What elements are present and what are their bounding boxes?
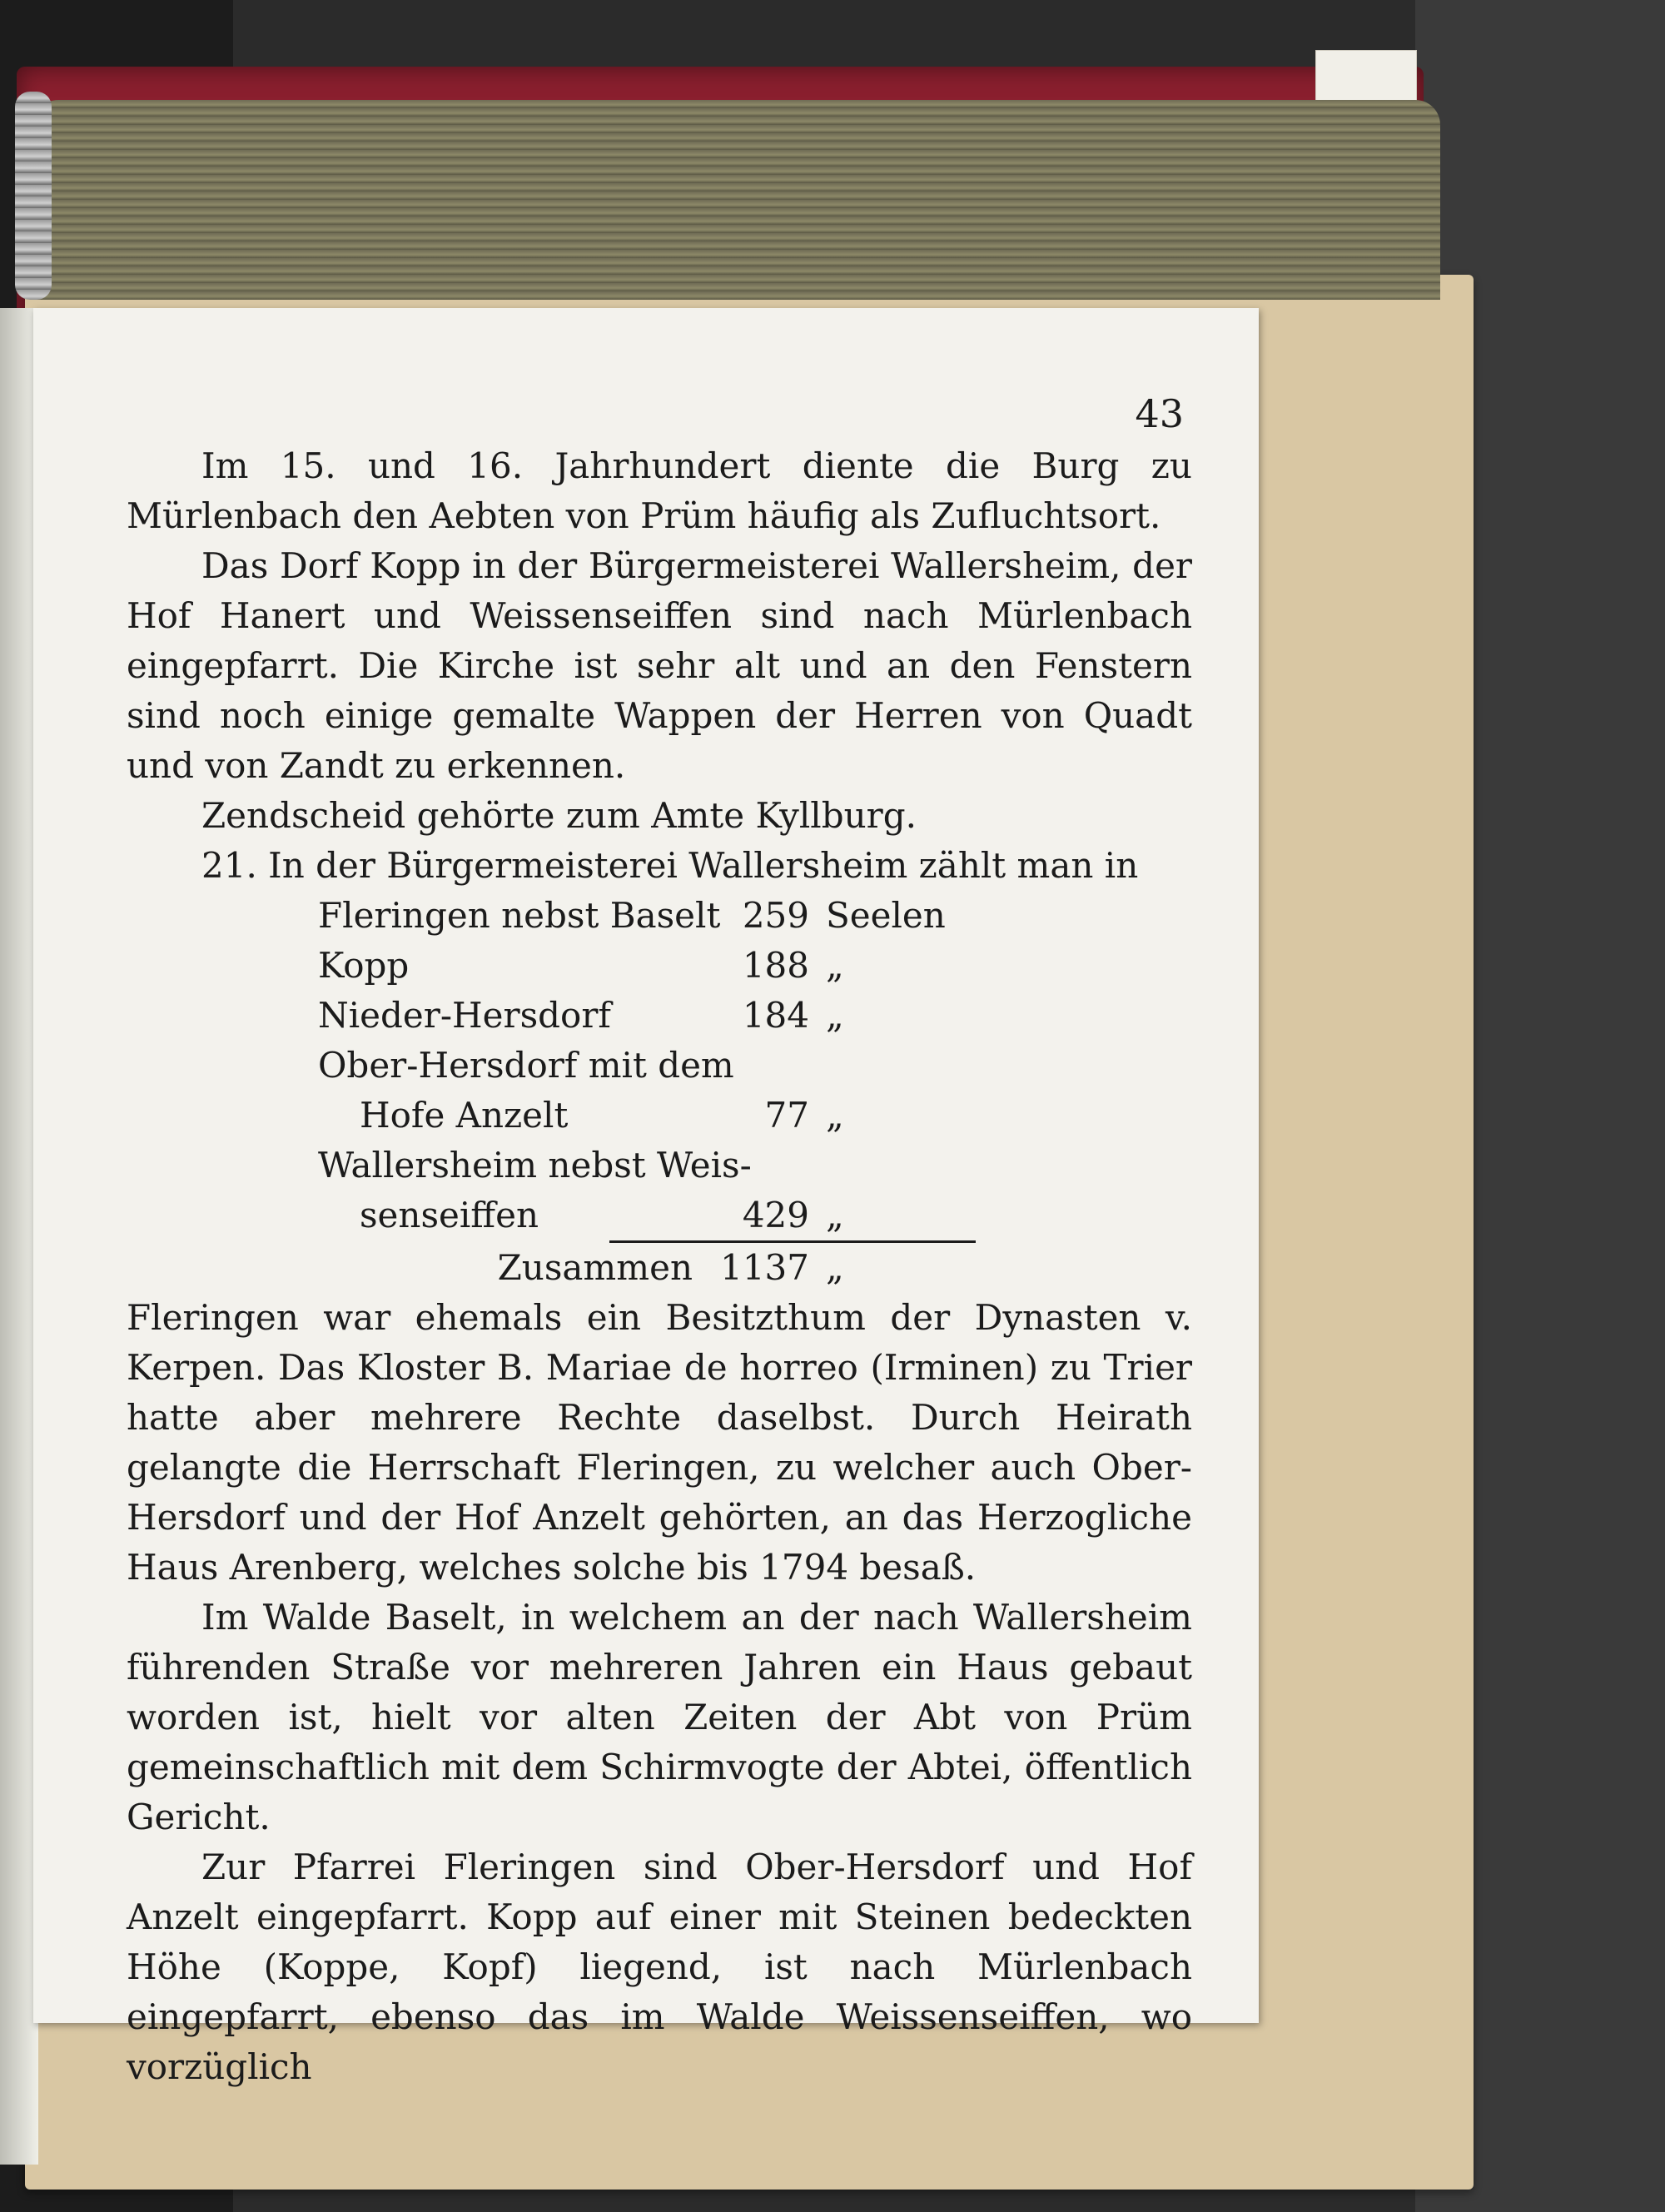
population-count: 259 (742, 895, 809, 936)
table-row (318, 991, 1001, 1041)
book-page (33, 308, 1259, 2087)
place-name: Kopp (318, 945, 410, 986)
unit-label: „ (826, 1095, 844, 1136)
page-edges (33, 100, 1440, 300)
population-table (318, 891, 1001, 1240)
paragraph: Zur Pfarrei Fleringen sind Ober-Hersdorf und Hof Anzelt eingepfarrt. Kopp auf einer mit Steinen bedeckten Höhe (Koppe, Kopf) liegend, ist nach Mürlenbach eingepfarrt, ebenso das im Walde Weissenseiffen, wo vorzüglich (127, 1847, 1192, 2087)
table-row (318, 891, 1001, 941)
population-total (318, 1243, 1001, 1293)
population-count: 429 (742, 1195, 809, 1235)
total-count: 1137 (720, 1247, 809, 1288)
place-name: Nieder-Hersdorf (318, 995, 611, 1036)
place-name: Fleringen nebst Baselt (318, 895, 721, 936)
unit-label: Seelen (826, 895, 946, 936)
total-row (318, 1243, 1001, 1293)
section-intro: 21. In der Bürgermeisterei Wallersheim zählt man in (201, 845, 1139, 886)
table-row (318, 1191, 1001, 1240)
paragraph: Fleringen war ehemals ein Besitzthum der Dynasten v. Kerpen. Das Kloster B. Mariae de horreo (Irminen) zu Trier hatte aber mehrere Rechte daselbst. Durch Heirath gelangte die Herrschaft Fleringen, zu welcher auch Ober-Hersdorf und der Hof Anzelt gehörten, an das Herzogliche Haus Arenberg, welches solche bis 1794 besaß. (127, 1297, 1192, 1588)
unit-label: „ (826, 945, 844, 986)
place-name: Wallersheim nebst Weis- (318, 1145, 752, 1186)
bookmark-cord (15, 92, 52, 300)
paragraph: Im 15. und 16. Jahrhundert diente die Burg zu Mürlenbach den Aebten von Prüm häufig als Zufluchtsort. (127, 445, 1192, 536)
unit-label: „ (826, 1247, 844, 1288)
paragraph: Im Walde Baselt, in welchem an der nach Wallersheim führenden Straße vor mehreren Jahren ein Haus gebaut worden ist, hielt vor alten Zeiten der Abt von Prüm gemeinschaftlich mit dem Schirmvogte der Abtei, öffentlich Gericht. (127, 1597, 1192, 1837)
population-count: 184 (742, 995, 809, 1036)
place-name: Hofe Anzelt (360, 1095, 569, 1136)
place-name: Ober-Hersdorf mit dem (318, 1045, 734, 1086)
page-number: 43 (1135, 391, 1184, 436)
paragraph: Das Dorf Kopp in der Bürgermeisterei Wallersheim, der Hof Hanert und Weissenseiffen sind nach Mürlenbach eingepfarrt. Die Kirche ist sehr alt und an den Fenstern sind noch einige gemalte Wappen der Herren von Quadt und von Zandt zu erkennen. (127, 545, 1192, 786)
paragraph: Zendscheid gehörte zum Amte Kyllburg. (201, 795, 917, 836)
place-name: senseiffen (360, 1195, 539, 1235)
table-row (318, 1091, 1001, 1141)
page-text (127, 441, 1192, 2092)
table-row (318, 941, 1001, 991)
unit-label: „ (826, 1195, 844, 1235)
table-row (318, 1041, 1001, 1091)
unit-label: „ (826, 995, 844, 1036)
table-row (318, 1141, 1001, 1191)
population-count: 77 (764, 1095, 809, 1136)
total-label: Zusammen (497, 1247, 693, 1288)
population-count: 188 (742, 945, 809, 986)
